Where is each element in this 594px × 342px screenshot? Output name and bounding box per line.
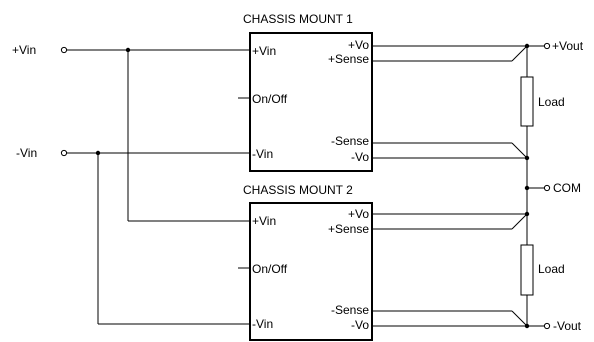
pin-label-sense-neg: -Sense bbox=[330, 134, 369, 148]
pin-label-vo-neg: -Vo bbox=[350, 318, 369, 332]
terminal-vin-pos bbox=[61, 47, 66, 52]
pin-label-vin-neg: -Vin bbox=[252, 147, 274, 161]
terminal-vout-pos bbox=[544, 43, 549, 48]
pin-label-on-off: On/Off bbox=[252, 262, 288, 276]
junction-dot bbox=[96, 151, 100, 155]
load-label-1: Load bbox=[538, 95, 565, 109]
pin-label-vin-neg: -Vin bbox=[252, 317, 274, 331]
pin-label-sense-pos: +Sense bbox=[327, 52, 369, 66]
junction-dot bbox=[525, 186, 529, 190]
pin-label-sense-pos: +Sense bbox=[327, 222, 369, 236]
pin-label-vin-pos: +Vin bbox=[252, 214, 277, 228]
terminal-label-vout-neg: -Vout bbox=[553, 319, 582, 333]
pin-label-vo-neg: -Vo bbox=[350, 150, 369, 164]
pin-label-vo-pos: +Vo bbox=[347, 38, 369, 52]
pin-label-vo-pos: +Vo bbox=[347, 207, 369, 221]
load-resistor-2 bbox=[521, 245, 533, 295]
wire-sense-pos-1-diag bbox=[512, 46, 527, 61]
junction-dot bbox=[525, 212, 529, 216]
pin-label-sense-neg: -Sense bbox=[330, 303, 369, 317]
pin-label-on-off: On/Off bbox=[252, 92, 288, 106]
load-label-2: Load bbox=[538, 262, 565, 276]
wire-sense-neg-1-diag bbox=[512, 143, 527, 158]
terminal-label-vin-neg: -Vin bbox=[16, 146, 38, 160]
terminal-vin-neg bbox=[61, 150, 66, 155]
junction-dot bbox=[525, 44, 529, 48]
wire-sense-pos-2-diag bbox=[512, 214, 527, 229]
junction-dot bbox=[525, 324, 529, 328]
terminal-label-vin-pos: +Vin bbox=[12, 43, 37, 57]
module-title-2: CHASSIS MOUNT 2 bbox=[243, 183, 353, 197]
load-resistor-1 bbox=[521, 77, 533, 126]
module-title-1: CHASSIS MOUNT 1 bbox=[243, 12, 353, 26]
junction-dot bbox=[126, 48, 130, 52]
terminal-label-vout-pos: +Vout bbox=[552, 39, 584, 53]
terminal-vout-neg bbox=[544, 323, 549, 328]
terminal-label-com: COM bbox=[553, 181, 581, 195]
junction-dot bbox=[525, 156, 529, 160]
pin-label-vin-pos: +Vin bbox=[252, 44, 277, 58]
wire-sense-neg-2-diag bbox=[512, 311, 527, 326]
terminal-com bbox=[544, 185, 549, 190]
